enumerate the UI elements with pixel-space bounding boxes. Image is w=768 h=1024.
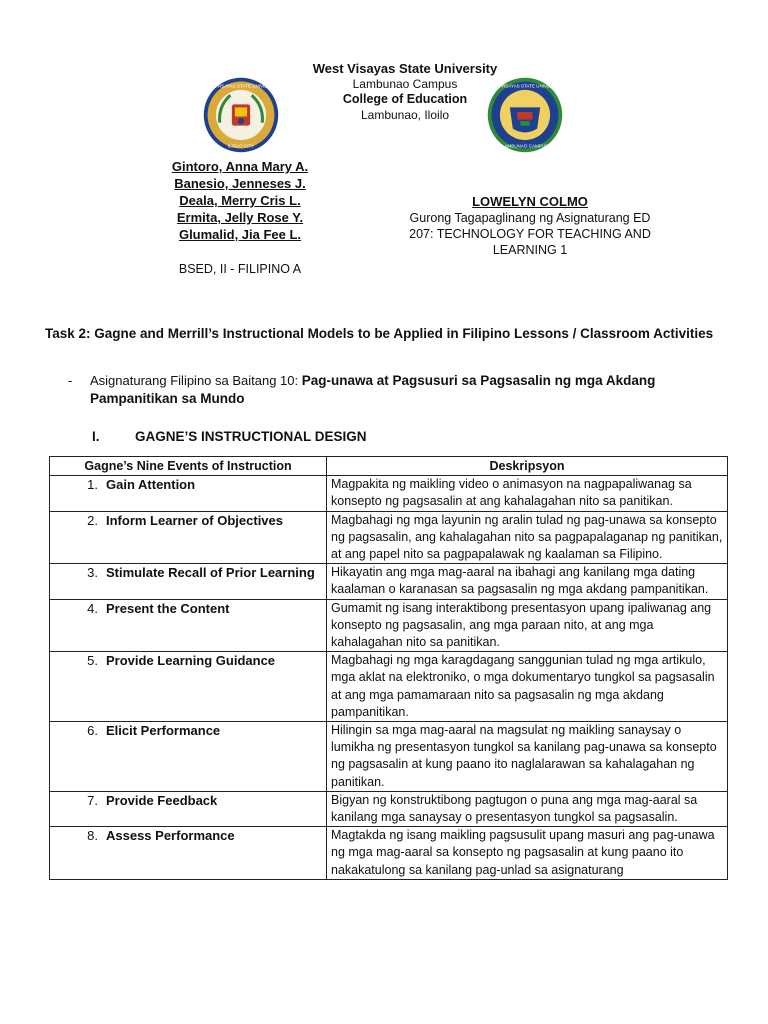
event-name: Gain Attention (106, 477, 196, 493)
event-cell (50, 564, 327, 599)
event-name: Stimulate Recall of Prior Learning (106, 565, 315, 581)
task-title: Task 2: Gagne and Merrill’s Instructional Models to be Applied in Filipino Lessons / Classroom Activities (45, 326, 714, 341)
table-row (50, 599, 728, 652)
description-cell: Hikayatin ang mga mag-aaral na ibahagi ang kanilang mga dating kaalaman o karanasan sa pagsasalin ng mga akdang pampanitikan. (327, 564, 728, 599)
description-cell: Magbahagi ng mga karagdagang sanggunian tulad ng mga artikulo, mga aklat na elektroniko, o mga dokumentaryo tungkol sa pagsasalin at ang mga pamamaraan nito sa pagsasalin ng mga akdang pampanitikan. (327, 652, 728, 722)
section-title: GAGNE’S INSTRUCTIONAL DESIGN (135, 429, 367, 444)
gagne-events-table (49, 456, 728, 880)
university-location: Lambunao, Iloilo (360, 107, 450, 122)
table-header-row (50, 457, 728, 476)
table-row (50, 827, 728, 880)
description-cell: Magpakita ng maikling video o animasyon na nagpapaliwanag sa konsepto ng pagsasalin at ang kahalagahan nito sa panitikan. (327, 476, 728, 511)
teacher-title-line: Gurong Tagapaglinang ng Asignaturang ED (409, 211, 651, 225)
event-number: 1. (87, 477, 98, 493)
subject-title: Pag-unawa at Pagsusuri sa Pagsasalin ng mga Akdang Pampanitikan sa Mundo (90, 373, 656, 406)
event-number: 5. (87, 653, 98, 669)
table-row (50, 476, 728, 511)
event-name: Assess Performance (106, 828, 235, 844)
table-row (50, 511, 728, 564)
event-cell (50, 511, 327, 564)
section-heading (92, 429, 367, 444)
right-seal-bottom-text: LAMBUNAO CAMPUS (501, 143, 549, 149)
campus-name: Lambunao Campus (352, 76, 458, 91)
author-name: Gintoro, Anna Mary A. (171, 159, 309, 174)
teacher-title-line: 207: TECHNOLOGY FOR TEACHING AND (409, 227, 651, 241)
column-header-description: Deskripsyon (327, 457, 728, 476)
description-cell: Magbahagi ng mga layunin ng aralin tulad ng pag-unawa sa konsepto ng pagsasalin, ang kahalagahan nito sa pagpapalaganap ng panitikan, at ang papel nito sa pagpapalawak ng kaalaman sa Filipino. (327, 511, 728, 564)
event-number: 7. (87, 792, 98, 808)
wvsu-seal-logo (203, 77, 279, 153)
college-name: College of Education (342, 92, 468, 106)
right-seal-top-text: WEST VISAYAS STATE UNIVERSITY (487, 83, 563, 89)
event-cell (50, 476, 327, 511)
event-name: Provide Feedback (106, 792, 218, 808)
author-name: Glumalid, Jia Fee L. (178, 227, 302, 242)
table-row (50, 652, 728, 722)
author-name: Banesio, Jenneses J. (174, 176, 306, 191)
event-cell (50, 599, 327, 652)
event-cell (50, 652, 327, 722)
left-seal-top-text: WEST VISAYAS STATE UNIVERSITY (203, 83, 279, 89)
author-name: Deala, Merry Cris L. (179, 193, 301, 208)
university-name: West Visayas State University (312, 61, 498, 76)
description-cell: Hilingin sa mga mag-aaral na magsulat ng maikling sanaysay o lumikha ng presentasyon tungkol sa kanilang pag-unawa sa konsepto ng pagsasalin at kung paano ito naglalarawan sa kahalagahan ng panitikan. (327, 722, 728, 792)
svg-text:WEST VISAYAS STATE UNIVERSITY (203, 84, 279, 89)
description-cell: Gumamit ng isang interaktibong presentasyon upang ipaliwanag ang konsepto ng pagsasalin, ang mga paraan nito, at ang mga kahalagahan nito sa panitikan. (327, 599, 728, 652)
table-row (50, 722, 728, 792)
event-number: 4. (87, 600, 98, 616)
event-number: 8. (87, 828, 98, 844)
bullet-dash: - (68, 373, 73, 388)
svg-text:LAMBUNAO CAMPUS (502, 144, 548, 149)
section-number: I. (92, 429, 100, 444)
university-header (270, 61, 540, 123)
event-name: Present the Content (106, 600, 230, 616)
event-cell (50, 722, 327, 792)
teacher-block (385, 194, 675, 258)
event-cell (50, 827, 327, 880)
description-cell: Magtakda ng isang maikling pagsusulit upang masuri ang pag-unawa ng mga mag-aaral sa konsepto ng pagsasalin at kung paano ito nakakatulong sa kanilang pag-unlad sa asignaturang (327, 827, 728, 880)
description-cell: Bigyan ng konstruktibong pagtugon o puna ang mga mag-aaral sa kanilang mga sanaysay o presentasyon tungkol sa pagsasalin. (327, 791, 728, 826)
event-name: Provide Learning Guidance (106, 653, 276, 669)
left-seal-bottom-text: ILOILO CITY (227, 143, 255, 149)
svg-text:ILOILO CITY (228, 144, 254, 149)
subject-prefix: Asignaturang Filipino sa Baitang 10: (90, 373, 302, 388)
author-list (150, 158, 330, 243)
table-row (50, 791, 728, 826)
event-cell (50, 791, 327, 826)
event-number: 6. (87, 723, 98, 739)
author-name: Ermita, Jelly Rose Y. (176, 210, 304, 225)
teacher-title-line: LEARNING 1 (492, 243, 568, 257)
event-number: 3. (87, 565, 98, 581)
event-name: Elicit Performance (106, 723, 221, 739)
teacher-name: LOWELYN COLMO (472, 194, 588, 209)
event-name: Inform Learner of Objectives (106, 512, 283, 528)
subject-line (68, 372, 738, 408)
course-section: BSED, II - FILIPINO A (178, 262, 302, 276)
event-number: 2. (87, 512, 98, 528)
column-header-events: Gagne’s Nine Events of Instruction (50, 457, 327, 476)
table-row (50, 564, 728, 599)
